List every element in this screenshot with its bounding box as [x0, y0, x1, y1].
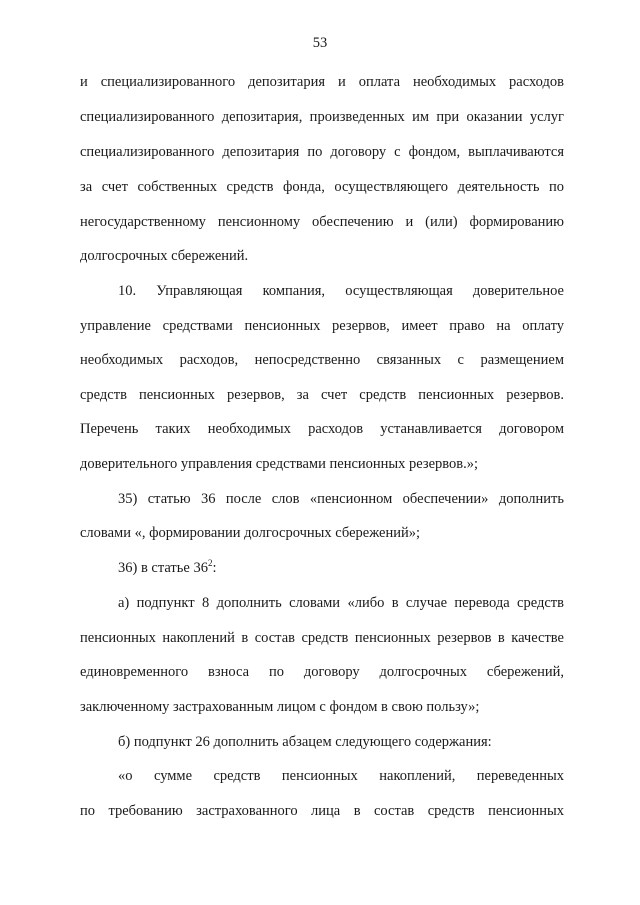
text-line: специализированного депозитария по договору с фондом, выплачиваются [80, 144, 564, 160]
text-line: по требованию застрахованного лица в состав средств пенсионных [80, 803, 564, 819]
text-line: словами «, формировании долгосрочных сбережений»; [80, 525, 421, 541]
text-line: а) подпункт 8 дополнить словами «либо в случае перевода средств [118, 595, 564, 611]
text-line: негосударственному пенсионному обеспечению и (или) формированию [80, 214, 564, 230]
text-line: 10. Управляющая компания, осуществляющая доверительное [118, 283, 564, 299]
text-line: специализированного депозитария, произведенных им при оказании услуг [80, 109, 564, 125]
text-line: средств пенсионных резервов, за счет средств пенсионных резервов. [80, 387, 564, 403]
text-line: 35) статью 36 после слов «пенсионном обеспечении» дополнить [118, 491, 564, 507]
text-line: долгосрочных сбережений. [80, 248, 249, 264]
text-line: и специализированного депозитария и оплата необходимых расходов [80, 74, 564, 90]
text-line: доверительного управления средствами пенсионных резервов.»; [80, 456, 479, 472]
text-line: б) подпункт 26 дополнить абзацем следующего содержания: [118, 734, 492, 750]
article-superscript: 2 [207, 558, 213, 569]
article-colon: : [212, 560, 217, 576]
text-line: управление средствами пенсионных резервов, имеет право на оплату [80, 318, 564, 334]
text-line: Перечень таких необходимых расходов устанавливается договором [80, 421, 564, 437]
article-ref-text: 36) в статье 36 [118, 560, 208, 576]
text-line: единовременного взноса по договору долгосрочных сбережений, [80, 664, 564, 680]
text-line: заключенному застрахованным лицом с фондом в свою пользу»; [80, 699, 480, 715]
text-line: пенсионных накоплений в состав средств пенсионных резервов в качестве [80, 630, 564, 646]
page-number: 53 [312, 35, 328, 51]
text-line [118, 558, 564, 578]
text-line: за счет собственных средств фонда, осуществляющего деятельность по [80, 179, 564, 195]
text-line: «о сумме средств пенсионных накоплений, переведенных [118, 768, 564, 784]
text-line: необходимых расходов, непосредственно связанных с размещением [80, 352, 564, 368]
